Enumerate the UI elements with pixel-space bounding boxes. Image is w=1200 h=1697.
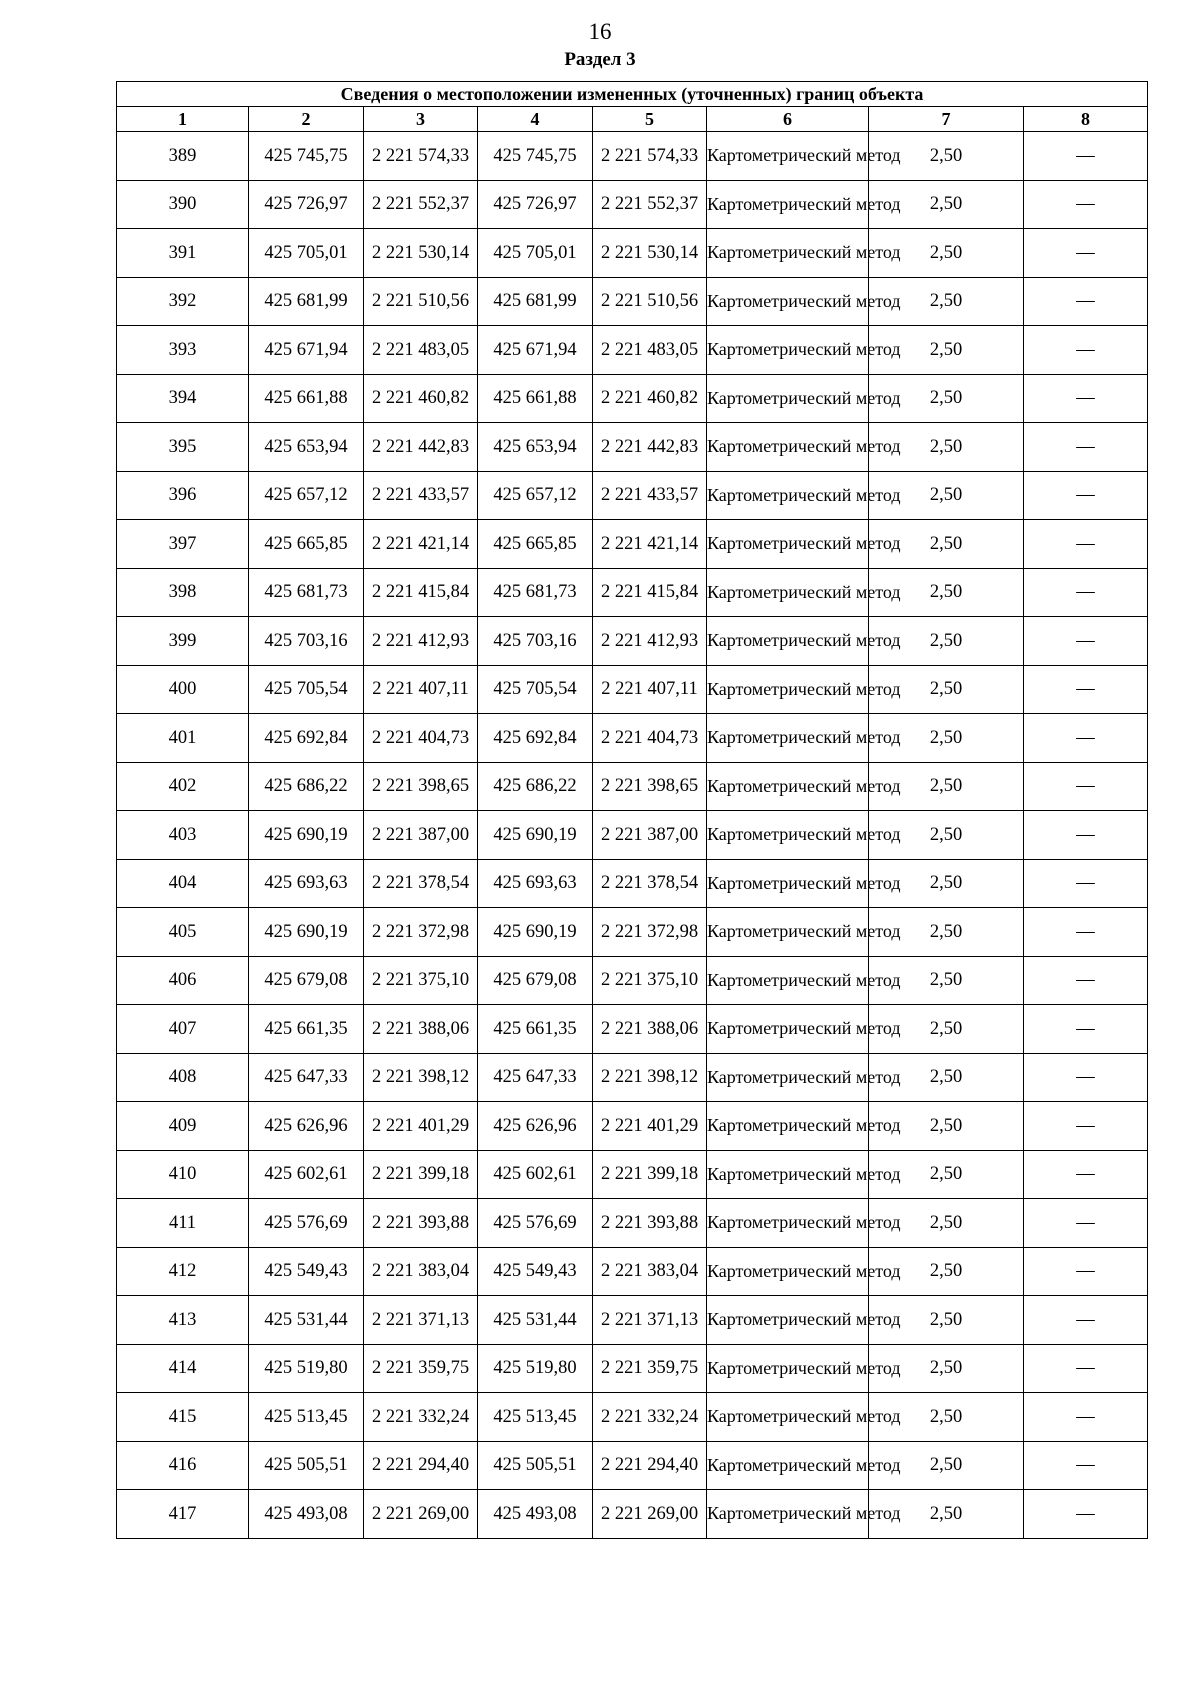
existing-y-cell: 2 221 421,14 xyxy=(364,520,478,569)
table-row xyxy=(117,229,1148,278)
refined-x-cell: 425 665,85 xyxy=(478,520,593,569)
accuracy-cell: 2,50 xyxy=(869,1247,1024,1296)
refined-x-cell: 425 576,69 xyxy=(478,1199,593,1248)
method-cell: Картометрический метод xyxy=(707,1490,869,1539)
point-number-cell: 389 xyxy=(117,132,249,181)
existing-y-cell: 2 221 372,98 xyxy=(364,908,478,957)
refined-y-cell: 2 221 387,00 xyxy=(593,811,707,860)
note-cell: — xyxy=(1024,520,1148,569)
existing-x-cell: 425 531,44 xyxy=(249,1296,364,1345)
method-cell: Картометрический метод xyxy=(707,1150,869,1199)
method-cell: Картометрический метод xyxy=(707,665,869,714)
existing-y-cell: 2 221 294,40 xyxy=(364,1441,478,1490)
method-cell: Картометрический метод xyxy=(707,1102,869,1151)
point-number-cell: 401 xyxy=(117,714,249,763)
note-cell: — xyxy=(1024,811,1148,860)
existing-y-cell: 2 221 407,11 xyxy=(364,665,478,714)
refined-y-cell: 2 221 359,75 xyxy=(593,1344,707,1393)
refined-x-cell: 425 693,63 xyxy=(478,859,593,908)
existing-x-cell: 425 661,35 xyxy=(249,1005,364,1054)
accuracy-cell: 2,50 xyxy=(869,762,1024,811)
note-cell: — xyxy=(1024,568,1148,617)
refined-x-cell: 425 690,19 xyxy=(478,811,593,860)
accuracy-cell: 2,50 xyxy=(869,714,1024,763)
accuracy-cell: 2,50 xyxy=(869,1393,1024,1442)
existing-x-cell: 425 705,54 xyxy=(249,665,364,714)
accuracy-cell: 2,50 xyxy=(869,1053,1024,1102)
accuracy-cell: 2,50 xyxy=(869,1102,1024,1151)
existing-x-cell: 425 726,97 xyxy=(249,180,364,229)
method-cell: Картометрический метод xyxy=(707,471,869,520)
point-number-cell: 412 xyxy=(117,1247,249,1296)
accuracy-cell: 2,50 xyxy=(869,1344,1024,1393)
existing-x-cell: 425 681,99 xyxy=(249,277,364,326)
accuracy-cell: 2,50 xyxy=(869,617,1024,666)
refined-x-cell: 425 602,61 xyxy=(478,1150,593,1199)
table-row xyxy=(117,1344,1148,1393)
existing-y-cell: 2 221 387,00 xyxy=(364,811,478,860)
point-number-cell: 397 xyxy=(117,520,249,569)
existing-y-cell: 2 221 552,37 xyxy=(364,180,478,229)
existing-x-cell: 425 493,08 xyxy=(249,1490,364,1539)
accuracy-cell: 2,50 xyxy=(869,132,1024,181)
table-body xyxy=(117,132,1148,1539)
accuracy-cell: 2,50 xyxy=(869,665,1024,714)
existing-y-cell: 2 221 398,12 xyxy=(364,1053,478,1102)
refined-x-cell: 425 686,22 xyxy=(478,762,593,811)
column-number-8: 8 xyxy=(1024,107,1148,132)
refined-y-cell: 2 221 372,98 xyxy=(593,908,707,957)
table-row xyxy=(117,520,1148,569)
note-cell: — xyxy=(1024,617,1148,666)
point-number-cell: 403 xyxy=(117,811,249,860)
existing-y-cell: 2 221 433,57 xyxy=(364,471,478,520)
refined-x-cell: 425 626,96 xyxy=(478,1102,593,1151)
method-cell: Картометрический метод xyxy=(707,859,869,908)
existing-x-cell: 425 661,88 xyxy=(249,374,364,423)
refined-x-cell: 425 681,99 xyxy=(478,277,593,326)
existing-x-cell: 425 519,80 xyxy=(249,1344,364,1393)
table-row xyxy=(117,374,1148,423)
table-row xyxy=(117,811,1148,860)
refined-y-cell: 2 221 407,11 xyxy=(593,665,707,714)
method-cell: Картометрический метод xyxy=(707,1053,869,1102)
table-row xyxy=(117,665,1148,714)
note-cell: — xyxy=(1024,908,1148,957)
method-cell: Картометрический метод xyxy=(707,1344,869,1393)
refined-y-cell: 2 221 460,82 xyxy=(593,374,707,423)
refined-x-cell: 425 703,16 xyxy=(478,617,593,666)
table-row xyxy=(117,1199,1148,1248)
refined-y-cell: 2 221 294,40 xyxy=(593,1441,707,1490)
method-cell: Картометрический метод xyxy=(707,617,869,666)
refined-x-cell: 425 690,19 xyxy=(478,908,593,957)
existing-y-cell: 2 221 383,04 xyxy=(364,1247,478,1296)
existing-x-cell: 425 647,33 xyxy=(249,1053,364,1102)
existing-x-cell: 425 505,51 xyxy=(249,1441,364,1490)
note-cell: — xyxy=(1024,471,1148,520)
table-row xyxy=(117,471,1148,520)
method-cell: Картометрический метод xyxy=(707,277,869,326)
refined-y-cell: 2 221 483,05 xyxy=(593,326,707,375)
existing-y-cell: 2 221 404,73 xyxy=(364,714,478,763)
existing-x-cell: 425 690,19 xyxy=(249,908,364,957)
method-cell: Картометрический метод xyxy=(707,1005,869,1054)
existing-y-cell: 2 221 359,75 xyxy=(364,1344,478,1393)
point-number-cell: 392 xyxy=(117,277,249,326)
refined-y-cell: 2 221 398,12 xyxy=(593,1053,707,1102)
method-cell: Картометрический метод xyxy=(707,326,869,375)
existing-x-cell: 425 671,94 xyxy=(249,326,364,375)
note-cell: — xyxy=(1024,1247,1148,1296)
existing-y-cell: 2 221 574,33 xyxy=(364,132,478,181)
existing-x-cell: 425 665,85 xyxy=(249,520,364,569)
existing-y-cell: 2 221 378,54 xyxy=(364,859,478,908)
column-number-6: 6 xyxy=(707,107,869,132)
accuracy-cell: 2,50 xyxy=(869,423,1024,472)
accuracy-cell: 2,50 xyxy=(869,1005,1024,1054)
existing-x-cell: 425 693,63 xyxy=(249,859,364,908)
accuracy-cell: 2,50 xyxy=(869,471,1024,520)
refined-y-cell: 2 221 433,57 xyxy=(593,471,707,520)
refined-y-cell: 2 221 378,54 xyxy=(593,859,707,908)
point-number-cell: 411 xyxy=(117,1199,249,1248)
method-cell: Картометрический метод xyxy=(707,1199,869,1248)
column-number-1: 1 xyxy=(117,107,249,132)
existing-x-cell: 425 549,43 xyxy=(249,1247,364,1296)
note-cell: — xyxy=(1024,1005,1148,1054)
refined-y-cell: 2 221 510,56 xyxy=(593,277,707,326)
existing-y-cell: 2 221 332,24 xyxy=(364,1393,478,1442)
table-row xyxy=(117,1150,1148,1199)
refined-y-cell: 2 221 388,06 xyxy=(593,1005,707,1054)
refined-x-cell: 425 671,94 xyxy=(478,326,593,375)
refined-x-cell: 425 647,33 xyxy=(478,1053,593,1102)
note-cell: — xyxy=(1024,1441,1148,1490)
existing-y-cell: 2 221 530,14 xyxy=(364,229,478,278)
table-row xyxy=(117,277,1148,326)
accuracy-cell: 2,50 xyxy=(869,1150,1024,1199)
point-number-cell: 417 xyxy=(117,1490,249,1539)
existing-y-cell: 2 221 398,65 xyxy=(364,762,478,811)
accuracy-cell: 2,50 xyxy=(869,811,1024,860)
refined-y-cell: 2 221 398,65 xyxy=(593,762,707,811)
refined-x-cell: 425 531,44 xyxy=(478,1296,593,1345)
existing-x-cell: 425 681,73 xyxy=(249,568,364,617)
point-number-cell: 394 xyxy=(117,374,249,423)
table-row xyxy=(117,762,1148,811)
accuracy-cell: 2,50 xyxy=(869,180,1024,229)
refined-y-cell: 2 221 383,04 xyxy=(593,1247,707,1296)
column-number-4: 4 xyxy=(478,107,593,132)
point-number-cell: 413 xyxy=(117,1296,249,1345)
table-row xyxy=(117,714,1148,763)
note-cell: — xyxy=(1024,423,1148,472)
point-number-cell: 415 xyxy=(117,1393,249,1442)
note-cell: — xyxy=(1024,1150,1148,1199)
existing-x-cell: 425 657,12 xyxy=(249,471,364,520)
method-cell: Картометрический метод xyxy=(707,568,869,617)
refined-x-cell: 425 653,94 xyxy=(478,423,593,472)
refined-x-cell: 425 657,12 xyxy=(478,471,593,520)
note-cell: — xyxy=(1024,1102,1148,1151)
point-number-cell: 414 xyxy=(117,1344,249,1393)
point-number-cell: 396 xyxy=(117,471,249,520)
refined-x-cell: 425 705,01 xyxy=(478,229,593,278)
refined-x-cell: 425 549,43 xyxy=(478,1247,593,1296)
refined-y-cell: 2 221 375,10 xyxy=(593,956,707,1005)
point-number-cell: 398 xyxy=(117,568,249,617)
refined-y-cell: 2 221 404,73 xyxy=(593,714,707,763)
accuracy-cell: 2,50 xyxy=(869,908,1024,957)
existing-x-cell: 425 692,84 xyxy=(249,714,364,763)
refined-x-cell: 425 519,80 xyxy=(478,1344,593,1393)
method-cell: Картометрический метод xyxy=(707,811,869,860)
accuracy-cell: 2,50 xyxy=(869,859,1024,908)
method-cell: Картометрический метод xyxy=(707,714,869,763)
existing-x-cell: 425 602,61 xyxy=(249,1150,364,1199)
table-row xyxy=(117,1441,1148,1490)
method-cell: Картометрический метод xyxy=(707,374,869,423)
accuracy-cell: 2,50 xyxy=(869,374,1024,423)
existing-y-cell: 2 221 460,82 xyxy=(364,374,478,423)
method-cell: Картометрический метод xyxy=(707,1393,869,1442)
refined-x-cell: 425 745,75 xyxy=(478,132,593,181)
existing-y-cell: 2 221 371,13 xyxy=(364,1296,478,1345)
note-cell: — xyxy=(1024,1053,1148,1102)
boundary-coordinates-table xyxy=(116,81,1148,1539)
table-row xyxy=(117,617,1148,666)
refined-x-cell: 425 661,35 xyxy=(478,1005,593,1054)
note-cell: — xyxy=(1024,1344,1148,1393)
refined-x-cell: 425 661,88 xyxy=(478,374,593,423)
refined-y-cell: 2 221 442,83 xyxy=(593,423,707,472)
table-row xyxy=(117,1393,1148,1442)
refined-y-cell: 2 221 552,37 xyxy=(593,180,707,229)
method-cell: Картометрический метод xyxy=(707,423,869,472)
page-number: 16 xyxy=(588,19,612,44)
existing-y-cell: 2 221 269,00 xyxy=(364,1490,478,1539)
note-cell: — xyxy=(1024,326,1148,375)
point-number-cell: 409 xyxy=(117,1102,249,1151)
refined-y-cell: 2 221 530,14 xyxy=(593,229,707,278)
column-number-5: 5 xyxy=(593,107,707,132)
existing-x-cell: 425 705,01 xyxy=(249,229,364,278)
refined-y-cell: 2 221 399,18 xyxy=(593,1150,707,1199)
existing-y-cell: 2 221 401,29 xyxy=(364,1102,478,1151)
refined-x-cell: 425 692,84 xyxy=(478,714,593,763)
existing-y-cell: 2 221 510,56 xyxy=(364,277,478,326)
accuracy-cell: 2,50 xyxy=(869,229,1024,278)
point-number-cell: 391 xyxy=(117,229,249,278)
existing-x-cell: 425 513,45 xyxy=(249,1393,364,1442)
existing-y-cell: 2 221 483,05 xyxy=(364,326,478,375)
existing-y-cell: 2 221 442,83 xyxy=(364,423,478,472)
refined-y-cell: 2 221 393,88 xyxy=(593,1199,707,1248)
note-cell: — xyxy=(1024,374,1148,423)
point-number-cell: 410 xyxy=(117,1150,249,1199)
table-row xyxy=(117,568,1148,617)
accuracy-cell: 2,50 xyxy=(869,1199,1024,1248)
table-row xyxy=(117,1490,1148,1539)
existing-x-cell: 425 679,08 xyxy=(249,956,364,1005)
table-row xyxy=(117,1053,1148,1102)
section-title: Раздел 3 xyxy=(564,49,636,70)
note-cell: — xyxy=(1024,1490,1148,1539)
method-cell: Картометрический метод xyxy=(707,180,869,229)
accuracy-cell: 2,50 xyxy=(869,520,1024,569)
refined-y-cell: 2 221 269,00 xyxy=(593,1490,707,1539)
point-number-cell: 405 xyxy=(117,908,249,957)
existing-x-cell: 425 745,75 xyxy=(249,132,364,181)
table-row xyxy=(117,1296,1148,1345)
note-cell: — xyxy=(1024,714,1148,763)
point-number-cell: 416 xyxy=(117,1441,249,1490)
point-number-cell: 406 xyxy=(117,956,249,1005)
accuracy-cell: 2,50 xyxy=(869,1490,1024,1539)
note-cell: — xyxy=(1024,1393,1148,1442)
table-row xyxy=(117,956,1148,1005)
method-cell: Картометрический метод xyxy=(707,1441,869,1490)
table-row xyxy=(117,1102,1148,1151)
method-cell: Картометрический метод xyxy=(707,229,869,278)
refined-x-cell: 425 505,51 xyxy=(478,1441,593,1490)
method-cell: Картометрический метод xyxy=(707,520,869,569)
note-cell: — xyxy=(1024,132,1148,181)
point-number-cell: 399 xyxy=(117,617,249,666)
table-row xyxy=(117,326,1148,375)
table-row xyxy=(117,132,1148,181)
point-number-cell: 400 xyxy=(117,665,249,714)
table-row xyxy=(117,180,1148,229)
column-number-2: 2 xyxy=(249,107,364,132)
accuracy-cell: 2,50 xyxy=(869,568,1024,617)
note-cell: — xyxy=(1024,859,1148,908)
method-cell: Картометрический метод xyxy=(707,132,869,181)
refined-y-cell: 2 221 421,14 xyxy=(593,520,707,569)
accuracy-cell: 2,50 xyxy=(869,277,1024,326)
existing-y-cell: 2 221 412,93 xyxy=(364,617,478,666)
accuracy-cell: 2,50 xyxy=(869,956,1024,1005)
note-cell: — xyxy=(1024,277,1148,326)
refined-y-cell: 2 221 574,33 xyxy=(593,132,707,181)
note-cell: — xyxy=(1024,665,1148,714)
point-number-cell: 395 xyxy=(117,423,249,472)
note-cell: — xyxy=(1024,1296,1148,1345)
accuracy-cell: 2,50 xyxy=(869,326,1024,375)
refined-x-cell: 425 513,45 xyxy=(478,1393,593,1442)
refined-y-cell: 2 221 415,84 xyxy=(593,568,707,617)
refined-x-cell: 425 705,54 xyxy=(478,665,593,714)
table-row xyxy=(117,1005,1148,1054)
refined-y-cell: 2 221 371,13 xyxy=(593,1296,707,1345)
refined-x-cell: 425 493,08 xyxy=(478,1490,593,1539)
note-cell: — xyxy=(1024,1199,1148,1248)
table-row xyxy=(117,859,1148,908)
existing-x-cell: 425 690,19 xyxy=(249,811,364,860)
point-number-cell: 404 xyxy=(117,859,249,908)
point-number-cell: 390 xyxy=(117,180,249,229)
point-number-cell: 408 xyxy=(117,1053,249,1102)
table-row xyxy=(117,423,1148,472)
method-cell: Картометрический метод xyxy=(707,1247,869,1296)
method-cell: Картометрический метод xyxy=(707,1296,869,1345)
refined-y-cell: 2 221 412,93 xyxy=(593,617,707,666)
point-number-cell: 402 xyxy=(117,762,249,811)
refined-x-cell: 425 681,73 xyxy=(478,568,593,617)
refined-y-cell: 2 221 401,29 xyxy=(593,1102,707,1151)
point-number-cell: 393 xyxy=(117,326,249,375)
note-cell: — xyxy=(1024,956,1148,1005)
note-cell: — xyxy=(1024,180,1148,229)
existing-y-cell: 2 221 388,06 xyxy=(364,1005,478,1054)
refined-x-cell: 425 726,97 xyxy=(478,180,593,229)
existing-y-cell: 2 221 399,18 xyxy=(364,1150,478,1199)
accuracy-cell: 2,50 xyxy=(869,1441,1024,1490)
method-cell: Картометрический метод xyxy=(707,908,869,957)
column-number-row xyxy=(117,107,1148,132)
existing-y-cell: 2 221 375,10 xyxy=(364,956,478,1005)
table-row xyxy=(117,908,1148,957)
existing-x-cell: 425 686,22 xyxy=(249,762,364,811)
note-cell: — xyxy=(1024,229,1148,278)
refined-x-cell: 425 679,08 xyxy=(478,956,593,1005)
existing-y-cell: 2 221 415,84 xyxy=(364,568,478,617)
existing-x-cell: 425 653,94 xyxy=(249,423,364,472)
column-number-3: 3 xyxy=(364,107,478,132)
existing-x-cell: 425 703,16 xyxy=(249,617,364,666)
existing-x-cell: 425 626,96 xyxy=(249,1102,364,1151)
table-row xyxy=(117,1247,1148,1296)
column-number-7: 7 xyxy=(869,107,1024,132)
existing-x-cell: 425 576,69 xyxy=(249,1199,364,1248)
refined-y-cell: 2 221 332,24 xyxy=(593,1393,707,1442)
existing-y-cell: 2 221 393,88 xyxy=(364,1199,478,1248)
note-cell: — xyxy=(1024,762,1148,811)
method-cell: Картометрический метод xyxy=(707,956,869,1005)
method-cell: Картометрический метод xyxy=(707,762,869,811)
point-number-cell: 407 xyxy=(117,1005,249,1054)
table-caption: Сведения о местоположении измененных (уточненных) границ объекта xyxy=(117,82,1148,107)
accuracy-cell: 2,50 xyxy=(869,1296,1024,1345)
